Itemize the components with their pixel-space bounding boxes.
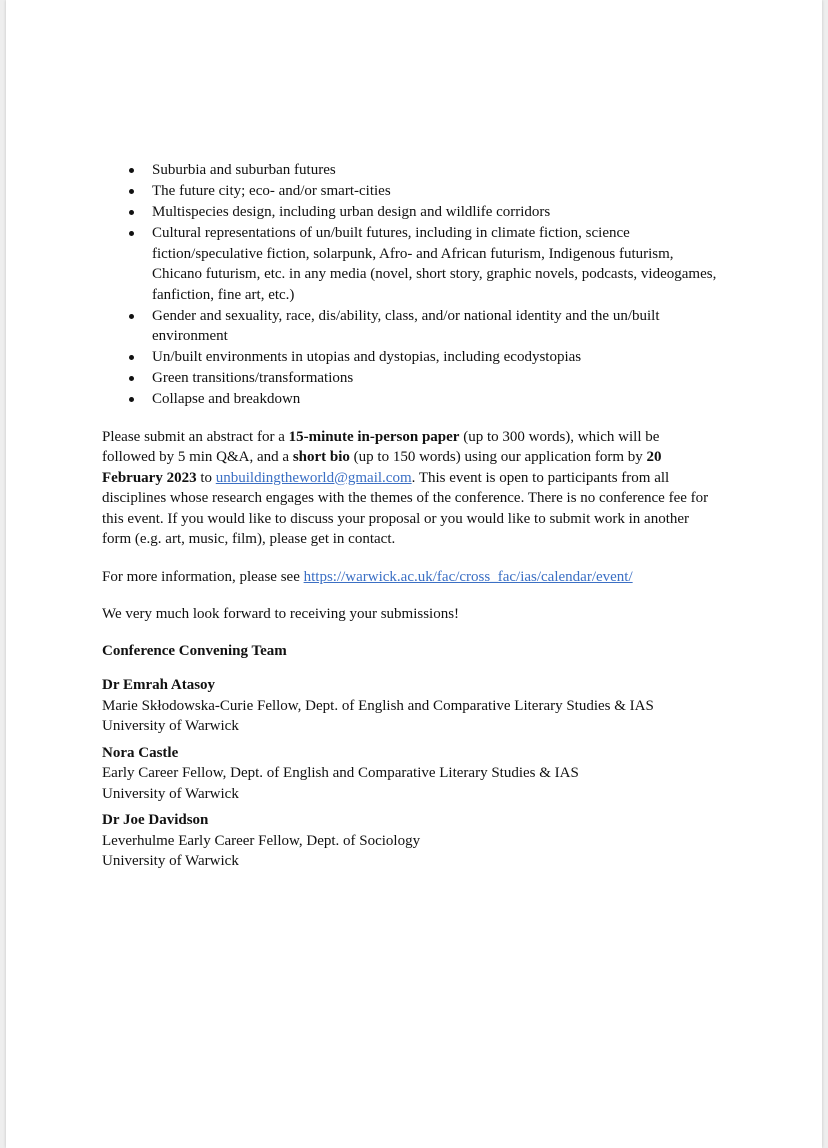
topic-text: Cultural representations of un/built futures, including in climate fiction, science fiction/speculative fiction, solarpunk, Afro- and African futurism, Indigenous futurism, Chicano futurism, etc. in any media (novel, short story, graphic novels, podcasts, videogames, fanfiction, fine art, etc.) [152,225,717,303]
submission-paragraph [102,427,714,550]
submission-text: (up to 300 words), which will be followed by 5 min Q&A, and a [102,428,660,465]
member-name: Dr Emrah Atasoy [102,677,216,693]
topic-text: The future city; eco- and/or smart-cities [152,183,391,199]
bullet-icon [129,231,134,236]
team-member [102,810,722,872]
member-role: Early Career Fellow, Dept. of English and Comparative Literary Studies & IAS [102,765,579,781]
list-item [102,202,722,223]
member-institution: University of Warwick [102,853,239,869]
topic-text: Gender and sexuality, race, dis/ability, class, and/or national identity and the un/built environment [152,307,660,344]
list-item [102,223,722,305]
list-item [102,368,722,389]
closing-paragraph: We very much look forward to receiving your submissions! [102,606,460,622]
list-item [102,181,722,202]
topic-text: Un/built environments in utopias and dystopias, including ecodystopias [152,349,582,365]
bullet-icon [129,314,134,319]
member-name: Dr Joe Davidson [102,812,209,828]
topics-list [102,160,722,410]
bullet-icon [129,189,134,194]
list-item [102,347,722,368]
member-institution: University of Warwick [102,718,239,734]
bullet-icon [129,376,134,381]
event-url-link[interactable]: https://warwick.ac.uk/fac/cross_fac/ias/calendar/event/ [303,568,633,585]
topic-text: Suburbia and suburban futures [152,162,336,178]
member-role: Marie Skłodowska-Curie Fellow, Dept. of English and Comparative Literary Studies & IAS [102,697,654,714]
bullet-icon [129,355,134,360]
bullet-icon [129,168,134,173]
submission-text: . This event is open to participants from all disciplines whose research engages with the themes of the conference. There is no conference fee for this event. If you would like to discuss your proposal or you would like to submit work in another form (e.g. art, music, film), please get in contact. [102,469,709,547]
topic-text: Collapse and breakdown [152,391,301,407]
submission-text: Please submit an abstract for a [102,428,289,445]
topic-text: Green transitions/transformations [152,370,354,386]
bullet-icon [129,397,134,402]
topic-text: Multispecies design, including urban design and wildlife corridors [152,204,551,220]
bio-bold: short bio [292,449,350,465]
member-name: Nora Castle [102,744,179,761]
bullet-icon [129,210,134,215]
team-heading: Conference Convening Team [102,642,287,659]
email-link[interactable]: unbuildingtheworld@gmail.com [215,469,412,486]
team-member [102,675,722,737]
paper-format-bold: 15-minute in-person paper [288,428,460,445]
submission-text: to [196,469,216,486]
deadline-bold: 20 February 2023 [102,449,662,486]
more-info-paragraph [102,567,714,588]
team-member [102,743,722,805]
document-body [102,160,722,872]
list-item [102,306,722,347]
member-role: Leverhulme Early Career Fellow, Dept. of Sociology [102,832,421,849]
member-institution: University of Warwick [102,785,239,802]
list-item [102,160,722,181]
document-page [6,0,822,1148]
submission-text: (up to 150 words) using our application form by [349,449,647,465]
more-info-text: For more information, please see [102,568,304,585]
list-item [102,389,722,410]
